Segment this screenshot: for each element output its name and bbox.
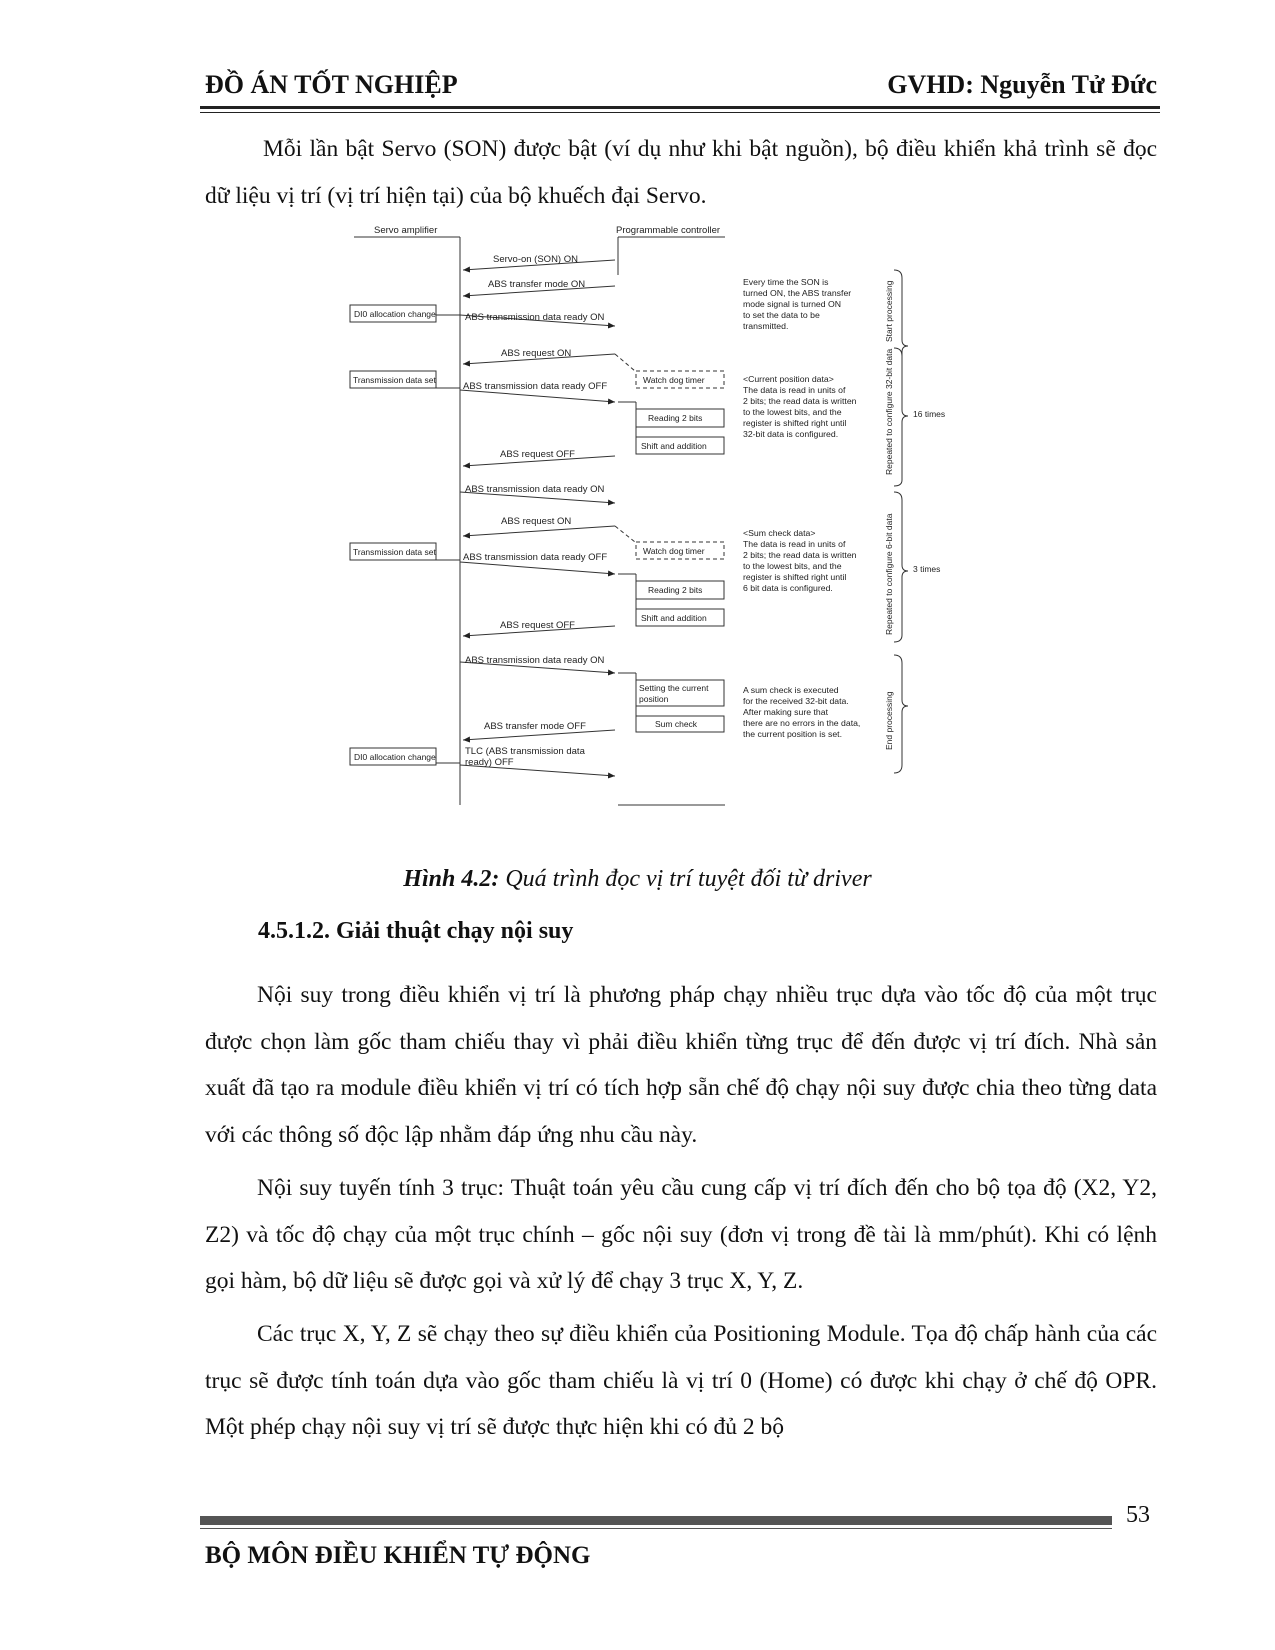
note-line: transmitted. [743, 321, 789, 331]
footer-bar [200, 1516, 1112, 1525]
footer-rule [200, 1528, 1112, 1529]
msg-abs-mode-on: ABS transfer mode ON [488, 279, 586, 290]
note-line: 6 bit data is configured. [743, 583, 833, 593]
side-label-6: Repeated to configure 6-bit data [884, 513, 894, 635]
box-reading-1: Reading 2 bits [648, 413, 703, 423]
box-dio-change-1: DI0 allocation change [354, 309, 436, 319]
repeat-16-times: 16 times [913, 409, 946, 419]
box-shift-2: Shift and addition [641, 613, 707, 623]
figure-caption-text: Quá trình đọc vị trí tuyệt đối từ driver [499, 866, 872, 892]
note-line: 2 bits; the read data is written [743, 550, 857, 560]
note-line: Every time the SON is [743, 277, 829, 287]
note-line: <Sum check data> [743, 528, 816, 538]
msg-ready-off-1: ABS transmission data ready OFF [463, 381, 608, 392]
msg-servo-on: Servo-on (SON) ON [493, 254, 578, 265]
note-current [743, 374, 857, 439]
note-line: The data is read in units of [743, 539, 846, 549]
note-line: 32-bit data is configured. [743, 429, 839, 439]
note-line: to the lowest bits, and the [743, 407, 842, 417]
header-rule-thin [200, 112, 1160, 113]
note-end [743, 685, 860, 739]
note-line: After making sure that [743, 707, 828, 717]
msg-abs-mode-off: ABS transfer mode OFF [484, 721, 586, 732]
msg-request-off-2: ABS request OFF [500, 620, 575, 631]
msg-ready-on-2: ABS transmission data ready ON [465, 484, 605, 495]
msg-ready-on-3: ABS transmission data ready ON [465, 655, 605, 666]
side-label-end: End processing [884, 691, 894, 750]
note-line: register is shifted right until [743, 418, 847, 428]
note-line: the current position is set. [743, 729, 842, 739]
box-watchdog-2: Watch dog timer [643, 546, 705, 556]
header-rule [200, 106, 1160, 109]
note-line: turned ON, the ABS transfer [743, 288, 852, 298]
note-line: to set the data to be [743, 310, 820, 320]
figure-caption [0, 866, 1275, 893]
body-paragraph-3: Các trục X, Y, Z sẽ chạy theo sự điều khiển của Positioning Module. Tọa độ chấp hành của các trục sẽ được tính toán dựa vào gốc tham chiếu là vị trí 0 (Home) có được khi chạy ở chế độ OPR. Một phép chạy nội suy vị trí sẽ được thực hiện khi có đủ 2 bộ [205, 1321, 1157, 1440]
note-sum [743, 528, 857, 593]
intro-paragraph: Mỗi lần bật Servo (SON) được bật (ví dụ như khi bật nguồn), bộ điều khiển khả trình sẽ đọc dữ liệu vị trí (vị trí hiện tại) của bộ khuếch đại Servo. [205, 136, 1157, 209]
note-line: 2 bits; the read data is written [743, 396, 857, 406]
box-trans-set-2: Transmission data set [353, 547, 436, 557]
msg-request-on-2: ABS request ON [501, 516, 572, 527]
plc-label: Programmable controller [616, 225, 721, 236]
body-paragraph-2: Nội suy tuyến tính 3 trục: Thuật toán yêu cầu cung cấp vị trí đích đến cho bộ tọa độ (X2, Y2, Z2) và tốc độ chạy của một trục chính – gốc nội suy (đơn vị trong đề tài là mm/phút). Khi có lệnh gọi hàm, bộ dữ liệu sẽ được gọi và xử lý để chạy 3 trục X, Y, Z. [205, 1175, 1157, 1294]
side-label-start: Start processing [884, 280, 894, 342]
body-paragraph-1: Nội suy trong điều khiển vị trí là phương pháp chạy nhiều trục dựa vào tốc độ của một trục được chọn làm gốc tham chiếu thay vì phải điều khiển từng trục để đến được vị trí đích. Nhà sản xuất đã tạo ra module điều khiển vị trí có tích hợp sẵn chế độ chạy nội suy được chia theo từng data với các thông số độc lập nhằm đáp ứng nhu cầu này. [205, 982, 1157, 1148]
figure-caption-label: Hình 4.2: [403, 866, 500, 892]
note-line: to the lowest bits, and the [743, 561, 842, 571]
abs-sequence-diagram [353, 225, 946, 830]
repeat-3-times: 3 times [913, 564, 941, 574]
servo-amplifier-label: Servo amplifier [374, 225, 438, 236]
box-trans-set-1: Transmission data set [353, 375, 436, 385]
side-label-32: Repeated to configure 32-bit data [884, 348, 894, 475]
box-setting-line2: position [639, 694, 669, 704]
box-reading-2: Reading 2 bits [648, 585, 703, 595]
box-setting-line1: Setting the current [639, 683, 709, 693]
note-line: The data is read in units of [743, 385, 846, 395]
page-header-right: GVHD: Nguyễn Tử Đức [887, 70, 1157, 99]
msg-tlc-line2: ready) OFF [465, 757, 514, 768]
box-sumcheck: Sum check [655, 719, 698, 729]
note-line: mode signal is turned ON [743, 299, 842, 309]
section-heading: 4.5.1.2. Giải thuật chạy nội suy [258, 918, 574, 944]
note-start [743, 277, 851, 331]
page-number: 53 [1126, 1502, 1150, 1528]
note-line: for the received 32-bit data. [743, 696, 849, 706]
note-line: <Current position data> [743, 374, 834, 384]
note-line: there are no errors in the data, [743, 718, 861, 728]
page-footer: BỘ MÔN ĐIỀU KHIỂN TỰ ĐỘNG [205, 1542, 591, 1569]
msg-request-off-1: ABS request OFF [500, 449, 575, 460]
page-header-left: ĐỒ ÁN TỐT NGHIỆP [205, 70, 458, 99]
box-shift-1: Shift and addition [641, 441, 707, 451]
box-dio-change-2: DI0 allocation change [354, 752, 436, 762]
msg-ready-off-2: ABS transmission data ready OFF [463, 552, 608, 563]
msg-tlc-line1: TLC (ABS transmission data [465, 746, 585, 757]
msg-ready-on-1: ABS transmission data ready ON [465, 312, 605, 323]
note-line: register is shifted right until [743, 572, 847, 582]
note-line: A sum check is executed [743, 685, 839, 695]
box-watchdog-1: Watch dog timer [643, 375, 705, 385]
msg-request-on-1: ABS request ON [501, 348, 572, 359]
